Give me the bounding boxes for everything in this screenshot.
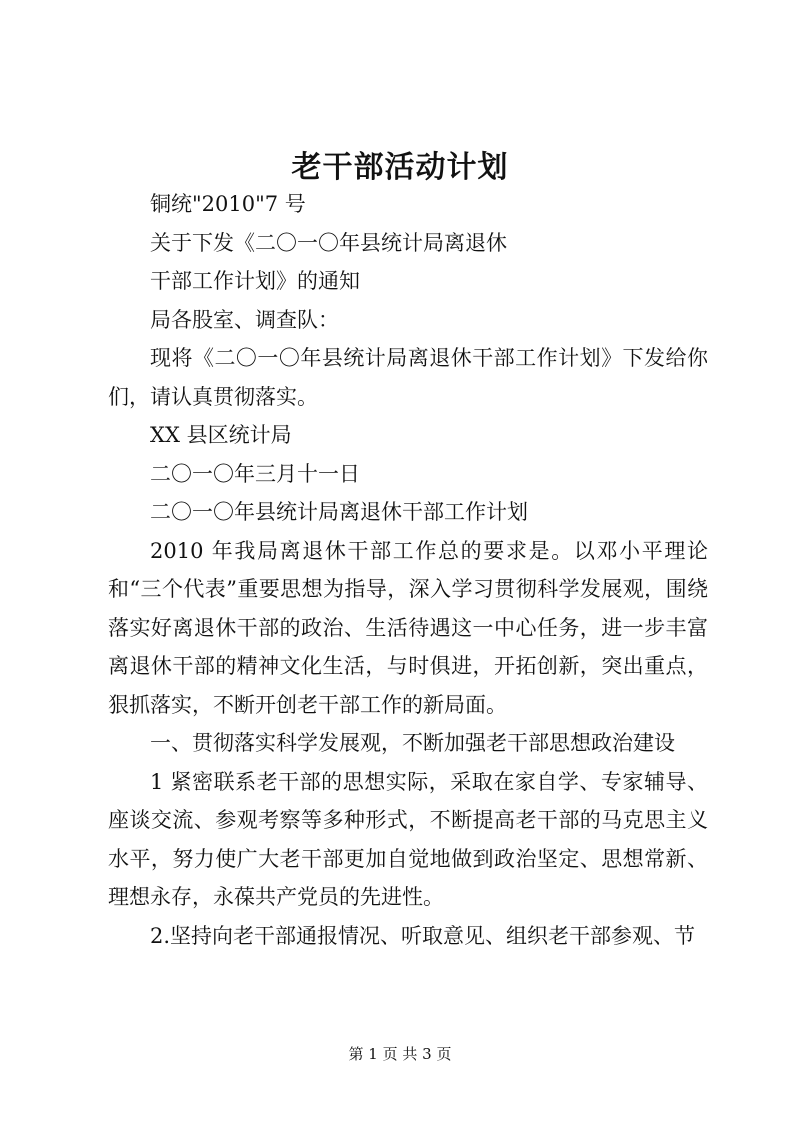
document-body bbox=[108, 185, 708, 955]
item-1-paragraph: 1 紧密联系老干部的思想实际，采取在家自学、专家辅导、座谈交流、参观考察等多种形式，不断提高老干部的马克思主义水平，努力使广大老干部更加自觉地做到政治坚定、思想常新、理想永存，永葆共产党员的先进性。 bbox=[108, 769, 708, 909]
item-2-paragraph: 2.坚持向老干部通报情况、听取意见、组织老干部参观、节 bbox=[150, 923, 696, 948]
notice-paragraph: 现将《二〇一〇年县统计局离退休干部工作计划》下发给你们，请认真贯彻落实。 bbox=[108, 346, 708, 409]
notice-title-line-2: 干部工作计划》的通知 bbox=[150, 269, 360, 293]
recipients-line: 局各股室、调查队： bbox=[150, 307, 339, 332]
page-footer: 第 1 页 共 3 页 bbox=[348, 1045, 452, 1063]
notice-title-line-1: 关于下发《二〇一〇年县统计局离退休 bbox=[150, 230, 507, 255]
summary-paragraph: 2010 年我局离退休干部工作总的要求是。以邓小平理论和“三个代表”重要思想为指导，深入学习贯彻科学发展观，围绕落实好离退休干部的政治、生活待遇这一中心任务，进一步丰富离退休干部的精神文化生活，与时俱进，开拓创新，突出重点，狠抓落实，不断开创老干部工作的新局面。 bbox=[108, 538, 708, 717]
signature-line: XX 县区统计局 bbox=[150, 423, 292, 447]
document-number-line: 铜统"2010"7 号 bbox=[150, 192, 306, 216]
document-title: 老干部活动计划 bbox=[291, 150, 509, 185]
section-heading-1: 一、贯彻落实科学发展观，不断加强老干部思想政治建设 bbox=[150, 731, 675, 755]
date-line: 二〇一〇年三月十一日 bbox=[150, 461, 360, 486]
plan-title-line: 二〇一〇年县统计局离退休干部工作计划 bbox=[150, 500, 528, 524]
